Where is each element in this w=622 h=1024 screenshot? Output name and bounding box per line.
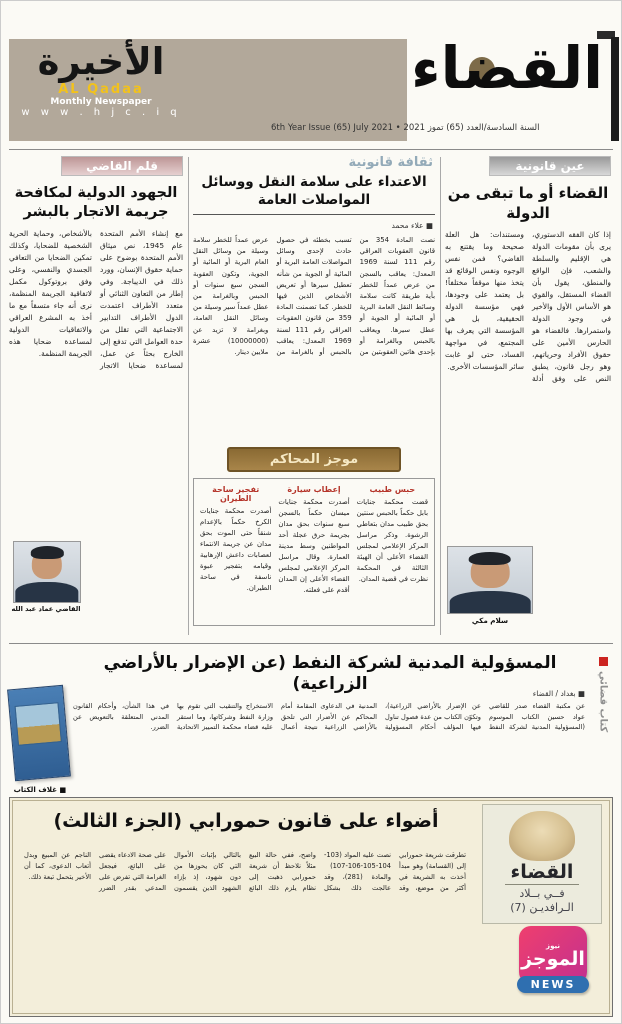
portrait-head [471,555,510,588]
ain-author-block [447,546,533,625]
qalam-body: مع إنشاء الأمم المتحدة عام 1945، نص ميثاق الأمم المتحدة بوضوح على حماية حقوق الإنسان، وورد ذلك في الديباجة. وفي إطار من التعاون الثنائي أو متعدد الأطراف اعتمدت الدول الأطراف التدابير الاجتماعية التي تقلل من حدة العوامل التي تدفع إلى الخارج بحثاً عن عمل، لمساعدة ضحايا الاتجار بالأشخاص، وحماية الحرية الشخصية للضحايا، وكذلك تمكين الضحايا من التعافي الجسدي والنفسي، وعلى وفق بروتوكول مكمل لاتفاقية الجريمة المنظمة، نرى أنه جاء متسقاً مع ما أخذ به المشرع العراقي والاتفاقيات الدولية لمساعدة ضحايا هذه الجريمة المنظمة. [9,228,183,370]
article-thaqafa [193,155,435,639]
section-marker-square [599,657,608,666]
rafidain-divider [505,884,579,885]
brief-text: أصدرت محكمة جنايات ميسان حكماً بالسجن سبع سنوات بحق مدان بجريمة حرق عجلة أحد المواطنين وسط مدينة العمارة. وقال مراسل المركز الإعلامي لمجلس القضاء الأعلى إن المدان أقدم على فعلته. [278,498,350,595]
author-name: القاضي عماد عبد الله [11,605,81,613]
section-badge-qalam: قلم القاضي [61,156,183,176]
header-rule [9,149,613,150]
news-logo-arabic-small: نيوز [546,941,560,950]
portrait-suit [450,591,531,614]
brand-name-en: AL Qadaa [58,81,144,97]
column-divider [188,157,189,635]
book-cover-picture [15,702,62,746]
portrait-head [32,549,62,579]
section-badge-thaqafa: ثقافة قانونية [348,155,433,170]
book-body: عن مكتبة القضاء صدر للقاضي عواد حسين الكتاب الموسوم (المسؤولية المدنية لشركة النفط عن الإضرار بالأراضي الزراعية)، وتكوّن الكتاب من عدة فصول تناول فيها المؤلف أحكام المسؤولية المدنية في الدعاوى المقامة أمام المحاكم عن الأضرار التي تلحق بالأراضي الزراعية نتيجة أعمال الاستخراج والتنقيب التي تقوم بها وزارة النفط وشركاتها، وما استقر عليه قضاء محكمة التمييز الاتحادية في هذا الشأن، وأحكام القانون المدني المتعلقة بالتعويض عن الضرر. [73,702,585,732]
masthead-title: القضاء [411,34,603,102]
thaqafa-body: نصت المادة 354 من قانون العقوبات العراقي رقم 111 لسنة 1969 المعدل: يعاقب بالسجن من عرض عمداً للخطر بأية طريقة كانت سلامة وسائط النقل العامة البرية أو المائية أو الجوية أو عطل سيرها. ويعاقب بالحبس وبالغرامة أو بإحدى هاتين العقوبتين من تسبب بخطئه في حصول حادث لإحدى وسائل المواصلات العامة البرية أو المائية أو الجوية من شأنه تعطيل سيرها أو تعريض الأشخاص الذين فيها للخطر. كما تضمنت المادة 359 من قانون العقوبات العراقي رقم 111 لسنة 1969 المعدل: يعاقب بالحبس أو بالغرامة من عرض عمداً للخطر سلامة وسيلة من وسائل النقل العام البرية أو المائية أو الجوية، وتكون العقوبة السجن سبع سنوات أو الحبس وبالغرامة من عطل عمداً سير وسيلة من وسائل النقل العامة، وبغرامة لا تزيد عن (10000000) عشرة ملايين دينار. [193,236,435,356]
clay-tablet-image [509,811,575,861]
almujaz-news-logo [514,926,592,1010]
ain-body: إذا كان الفقه الدستوري، يرى بأن مقومات الدولة هي الإقليم والسلطة والشعب، فإن الواقع والمنطق، يقول بأن القضاء المستقل، والقوي هو الأساس الأول والأخير في وجود الدولة واستمرارها. فالقضاء هو الحارس الأمين على حقوق الأفراد وحرياتهم، وهو رجل قانون، يطبق النص على وفق أدلة ومستندات: هل العلة صحيحة وما يقتنع به القاضي؟ فمن نفس الوجوه ونفس الوقائع قد يتخذ منها موقفاً مختلفاً! بل يعتمد على وجودها، فهي مؤسسة الدولة الحقيقية، بل هي المؤسسة التي يعرف بها المجتمع، في مواجهة الفساد، حتى لو غابت سائر المؤسسات الأخرى. [445,230,611,383]
news-logo-pill: NEWS [517,976,589,993]
rafidain-line2: فــي بــلاد [519,887,565,900]
brief-title: حبس طبيب [369,485,416,495]
brief-text: قضت محكمة جنايات بابل حكماً بالحبس سنتين بحق طبيب مدان بتعاطي الرشوة. وذكر مراسل المركز الإعلامي لمجلس القضاء الأعلى أن الهيئة الثالثة في المحكمة نظرت في قضية المدان. [356,498,428,584]
hammurabi-body: تطرقت شريعة حمورابي إلى (القسامة) وهو مبدأ أخذت به الشريعة في أكثر من موضع، وقد نصت عليه المواد (103-104-105-106-107) والمادة (281)، وقد عالجت ذلك بشكل واضح، ففي حالة البيع مثلاً نلاحظ أن شريعة حمورابي ذهبت إلى نظام يلزم ذلك البائع بالتالي بإثبات الأموال التي كان يحوزها من دون شهود، إذ بإزاء الشهود الذين يقسمون على صحة الادعاء يقضى على البائع، فيجعل الغرامة التي تفرض على المدعي بقدر الضرر الناجم عن المبيع وبدل أتعاب الدعوى، كما أن الأخير يتحمل تبعة ذلك. [24,851,466,892]
portrait-suit [15,582,78,603]
book-cover-caption: ■ غلاف الكتاب [13,785,67,794]
section-rule [9,643,613,644]
masthead [411,31,611,117]
author-photo [13,541,81,603]
court-briefs-banner: موجز المحاكم [227,447,401,472]
author-photo [447,546,533,614]
section-badge-ain: عين قانونية [489,156,611,176]
column-divider [440,157,441,635]
brief-item [200,485,271,619]
court-briefs-box [193,478,435,626]
book-section-label-text: كتاب قضائي [597,671,609,733]
hammurabi-headline: أضواء على قانون حمورابي (الجزء الثالث) [53,810,439,832]
website-url: w w w . h j c . i q [21,106,181,118]
rafidain-panel [482,804,602,924]
last-page-block [21,40,181,118]
last-page-title: الأخيرة [37,40,165,83]
brand-subtitle: Monthly Newspaper [50,96,152,107]
header-edge-strip [611,37,619,141]
book-headline: المسؤولية المدنية لشركة النفط (عن الإضرار بالأراضي الزراعية) [103,653,557,695]
brief-title: إعطاب سيارة [287,485,341,495]
book-section-label [593,657,613,767]
thaqafa-author: ■ علاء محمد [391,221,433,231]
brief-item [357,485,428,619]
ain-headline: القضاء أو ما تبقى من الدولة [447,184,609,222]
qalam-author-block [11,541,81,613]
author-name: سلام مكي [471,616,509,625]
qalam-headline: الجهود الدولية لمكافحة جريمة الاتجار بالبشر [14,185,178,220]
brief-title: تفجير ساحة الطيران [212,485,260,504]
thaqafa-headline: الاعتداء على سلامة النقل ووسائل المواصلات العامة [193,174,435,215]
hammurabi-section [9,797,613,1017]
news-logo-arabic: الموجز [521,947,585,970]
article-qalam-qadi [9,155,183,639]
rafidain-title: القضاء [510,861,574,883]
article-ain-qanuniya [445,155,611,639]
book-cover-image [7,685,71,782]
brief-text: أصدرت محكمة جنايات الكرخ حكماً بالإعدام شنقاً حتى الموت بحق مدان عن جريمة الانتماء لعصابات داعش الإرهابية وقيامه بتفجير عبوة ناسفة في ساحة الطيران. [200,507,272,593]
dateline: السنة السادسة/العدد (65) تموز 2021 • 6th Year Issue (65) July 2021 [271,123,540,133]
rafidain-line3: الـرافديـن (7) [510,900,574,914]
brief-item [278,485,349,619]
book-byline: ■ بغداد / القضاء [532,689,585,698]
